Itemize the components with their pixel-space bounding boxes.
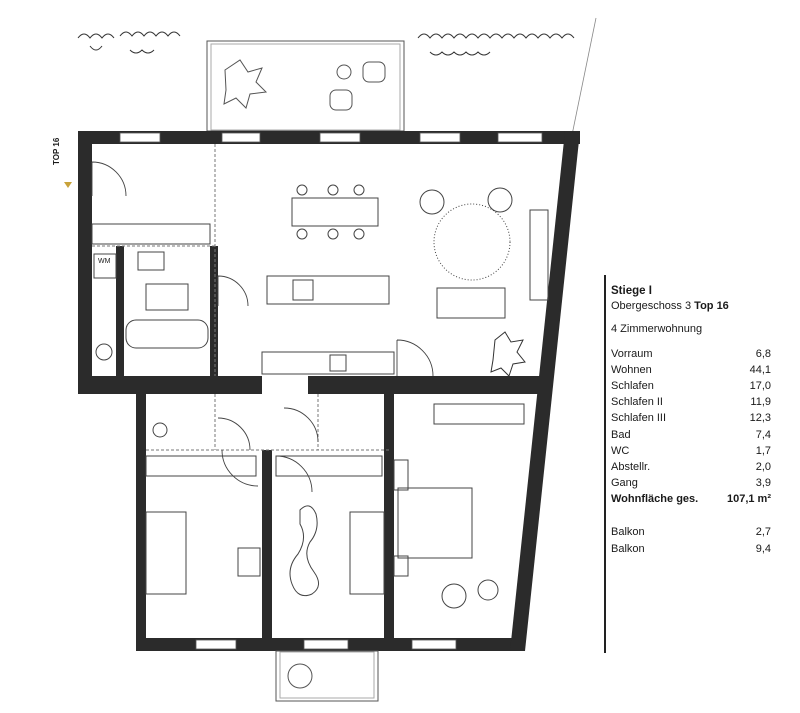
entrance-arrow-icon [64,182,72,188]
garden-edge [572,18,596,135]
furniture [92,185,548,608]
room-row: Vorraum 6,8 [611,347,771,360]
balcony-row: Balkon 2,7 [611,526,771,539]
room-row: Schlafen 17,0 [611,379,771,392]
floor-label [611,299,771,314]
unit-tag: TOP 16 [52,137,61,165]
balcony-top [207,41,404,131]
total-area-row: Wohnfläche ges. 107,1 m² [611,493,771,506]
floor-text: Obergeschoss 3 [611,300,692,312]
room-row: Gang 3,9 [611,477,771,490]
room-row: Schlafen II 11,9 [611,396,771,409]
room-row: Bad 7,4 [611,428,771,441]
room-row: Abstellr. 2,0 [611,460,771,473]
room-row: Schlafen III 12,3 [611,412,771,425]
exterior-walls [78,131,580,651]
plant-icon [491,332,525,376]
apartment-type: 4 Zimmerwohnung [611,323,703,335]
unit-label: Top 16 [694,300,729,312]
washer-label: WM [98,258,111,265]
room-row: Wohnen 44,1 [611,363,771,376]
legend-divider [604,275,606,653]
balcony-row: Balkon 9,4 [611,542,771,555]
area-legend [611,284,771,557]
staircase-label: Stiege I [611,285,652,297]
balcony-bottom [276,651,378,701]
room-row: WC 1,7 [611,444,771,457]
